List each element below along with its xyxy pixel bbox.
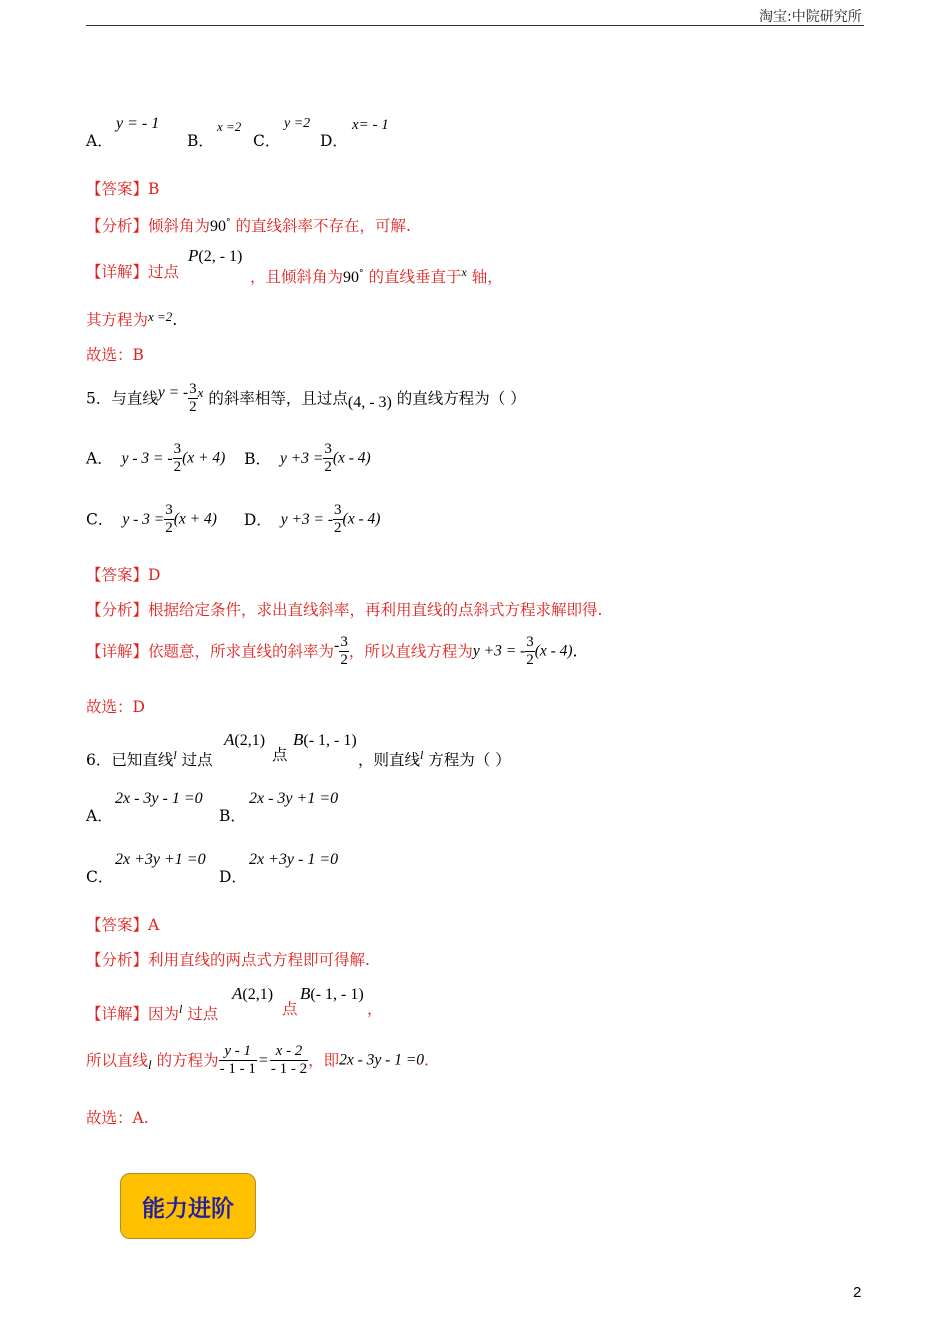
q4-answer: 【答案】B <box>86 180 160 198</box>
header-text: 淘宝:中院研究所 <box>759 9 862 25</box>
q6-stem-point-a: A(2,1) <box>224 730 266 749</box>
q6-opt-b-math: 2x - 3y +1 =0 <box>249 790 339 807</box>
q4-opt-b-math: x =2 <box>217 119 242 134</box>
q6-stem-start: 6．已知直线$^l$ 过点 <box>86 748 213 770</box>
q6-detail-point-b: B(- 1, - 1) <box>300 984 364 1003</box>
q5-options-cd: C． y - 3 = $\frac{3}{2}$ (x + 4) D． y +3 = - $\frac{3}{2}$ (x - 4) <box>86 502 381 536</box>
q6-opt-d-label: D． <box>219 868 247 886</box>
q4-equation-line: 其方程为$^{x =2}$. <box>86 309 178 329</box>
q4-opt-d-label: D． <box>320 132 348 150</box>
q6-detail-comma: ， <box>367 1000 383 1018</box>
q5-analysis: 【分析】根据给定条件，求出直线斜率，再利用直线的点斜式方程求解即得. <box>86 601 603 619</box>
q6-stem-end: ，则直线$^l$ 方程为（ ） <box>358 748 511 770</box>
q6-opt-a-label: A． <box>86 807 113 825</box>
q5-answer: 【答案】D <box>86 566 161 584</box>
q6-choice: 故选：A. <box>86 1109 149 1127</box>
q6-opt-c-label: C． <box>86 868 114 886</box>
badge-label: 能力进阶 <box>142 1195 234 1222</box>
q4-opt-d-math: x= - 1 <box>352 117 389 133</box>
q4-opt-a-math: y = - 1 <box>116 115 160 132</box>
q6-answer: 【答案】A <box>86 916 160 934</box>
q6-opt-c-math: 2x +3y +1 =0 <box>115 851 206 868</box>
q4-analysis: 【分析】倾斜角为90° 的直线斜率不存在，可解. <box>86 217 411 236</box>
q4-opt-c-math: y =2 <box>284 116 311 131</box>
q5-options-ab: A． y - 3 = - $\frac{3}{2}$ (x + 4) B． y +3 = $\frac{3}{2}$ (x - 4) <box>86 441 371 475</box>
q4-detail-point: P(2, - 1) <box>188 246 243 265</box>
q6-analysis: 【分析】利用直线的两点式方程即可得解. <box>86 951 370 969</box>
q5-detail: 【详解】依题意，所求直线的斜率为- $\frac{3}{2}$ ，所以直线方程为y +3 = - $\frac{3}{2}$ (x - 4). <box>86 634 578 668</box>
q5-stem: 5．与直线y = - $\frac{3}{2}$ $^x$ 的斜率相等，且过点(4, - 3) 的直线方程为（ ） <box>86 381 526 415</box>
ability-advance-badge <box>120 1173 256 1239</box>
q4-choice: 故选：B <box>86 346 144 364</box>
q6-detail-dian: 点 <box>282 1000 298 1018</box>
q5-choice: 故选：D <box>86 698 145 716</box>
q6-stem-point-b: B(- 1, - 1) <box>293 730 357 749</box>
q6-opt-b-label: B． <box>219 807 246 825</box>
header-rule <box>86 25 864 26</box>
q6-detail-point-a: A(2,1) <box>232 984 274 1003</box>
q6-opt-a-math: 2x - 3y - 1 =0 <box>115 790 203 807</box>
q4-opt-c-label: C． <box>253 132 281 150</box>
q4-opt-a-label: A． <box>86 132 113 150</box>
q4-opt-b-label: B． <box>187 132 214 150</box>
q6-equation-line: 所以直线$_l$ 的方程为 $\frac{y - 1}{- 1 - 1}$ = $\frac{x - 2}{- 1 - 2}$ ，即2x - 3y - 1 =0. <box>86 1043 429 1077</box>
q4-detail: 【详解】过点 <box>86 263 180 281</box>
page-number: 2 <box>853 1284 862 1301</box>
q6-detail: 【详解】因为$^l$ 过点 <box>86 1002 219 1024</box>
q6-stem-dian: 点 <box>272 746 288 764</box>
q4-detail-cont: ，且倾斜角为90° 的直线垂直于$^x$ 轴， <box>250 265 503 287</box>
q6-opt-d-math: 2x +3y - 1 =0 <box>249 851 339 868</box>
